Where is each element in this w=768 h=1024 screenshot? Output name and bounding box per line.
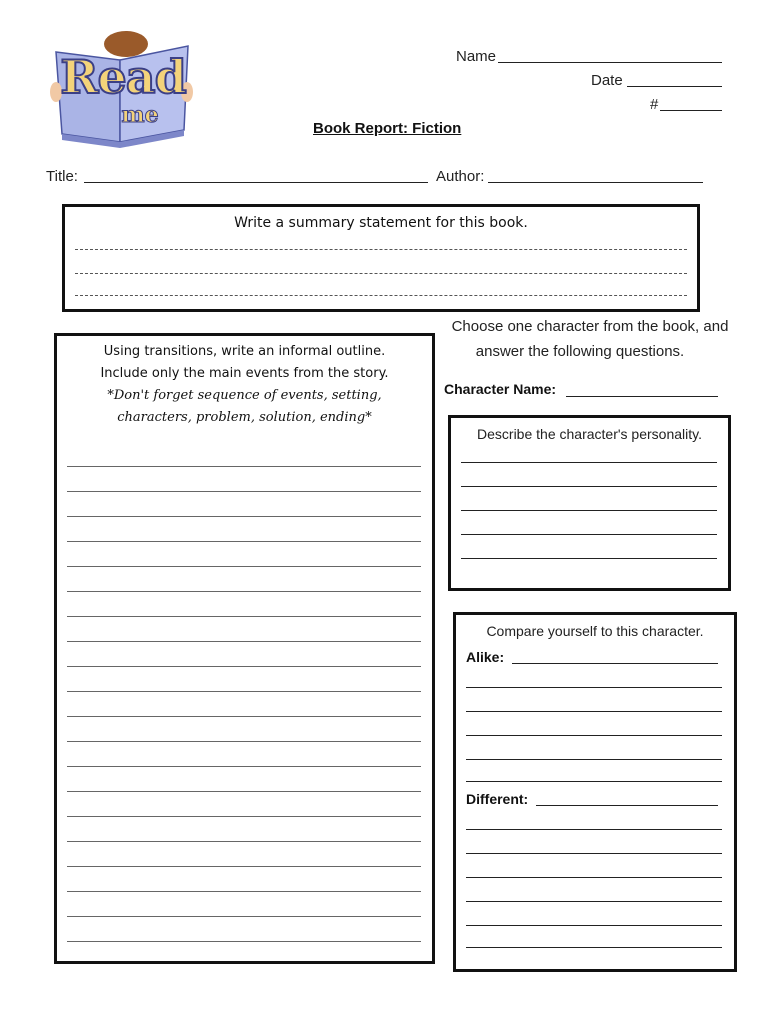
read-me-logo <box>48 30 193 150</box>
title-label: Title: <box>46 168 78 185</box>
character-intro-1: Choose one character from the book, and <box>451 318 729 335</box>
alike-input-line[interactable] <box>512 663 718 664</box>
summary-heading: Write a summary statement for this book. <box>234 215 528 231</box>
alike-line[interactable] <box>466 711 722 712</box>
logo-word-bottom: me <box>121 102 159 128</box>
alike-line[interactable] <box>466 781 722 782</box>
number-label: # <box>650 96 659 113</box>
author-input-line[interactable] <box>488 182 703 183</box>
outline-lines <box>67 442 421 950</box>
different-input-line[interactable] <box>536 805 718 806</box>
outline-instruction-3: *Don't forget sequence of events, setting, <box>107 388 382 403</box>
outline-instruction-1: Using transitions, write an informal outline. <box>103 344 386 359</box>
different-line[interactable] <box>466 901 722 902</box>
different-line[interactable] <box>466 947 722 948</box>
alike-line[interactable] <box>466 687 722 688</box>
summary-line[interactable] <box>75 249 687 250</box>
author-label: Author: <box>436 168 485 185</box>
alike-label: Alike: <box>466 649 505 665</box>
personality-line[interactable] <box>461 486 717 487</box>
character-intro-2: answer the following questions. <box>475 343 685 360</box>
summary-line[interactable] <box>75 295 687 296</box>
alike-line[interactable] <box>466 759 722 760</box>
different-line[interactable] <box>466 925 722 926</box>
character-name-input-line[interactable] <box>566 396 718 397</box>
outline-instruction-2: Include only the main events from the story. <box>100 366 389 381</box>
personality-line[interactable] <box>461 534 717 535</box>
summary-box <box>62 204 700 312</box>
different-label: Different: <box>466 791 529 807</box>
summary-line[interactable] <box>75 273 687 274</box>
outline-instruction-4: characters, problem, solution, ending* <box>117 410 372 425</box>
compare-box <box>453 612 737 972</box>
report-title: Book Report: Fiction <box>313 120 462 137</box>
name-label: Name <box>456 48 497 65</box>
alike-line[interactable] <box>466 735 722 736</box>
date-input-line[interactable] <box>627 86 722 87</box>
different-line[interactable] <box>466 853 722 854</box>
compare-prompt: Compare yourself to this character. <box>486 623 704 639</box>
date-label: Date <box>591 72 623 89</box>
personality-prompt: Describe the character's personality. <box>477 426 702 442</box>
personality-line[interactable] <box>461 510 717 511</box>
different-line[interactable] <box>466 829 722 830</box>
different-line[interactable] <box>466 877 722 878</box>
title-input-line[interactable] <box>84 182 428 183</box>
outline-box <box>54 333 435 964</box>
personality-line[interactable] <box>461 462 717 463</box>
number-input-line[interactable] <box>660 110 722 111</box>
personality-line[interactable] <box>461 558 717 559</box>
logo-word-top: Read <box>60 50 186 104</box>
personality-box <box>448 415 731 591</box>
name-input-line[interactable] <box>498 62 722 63</box>
character-name-label: Character Name: <box>444 381 557 397</box>
